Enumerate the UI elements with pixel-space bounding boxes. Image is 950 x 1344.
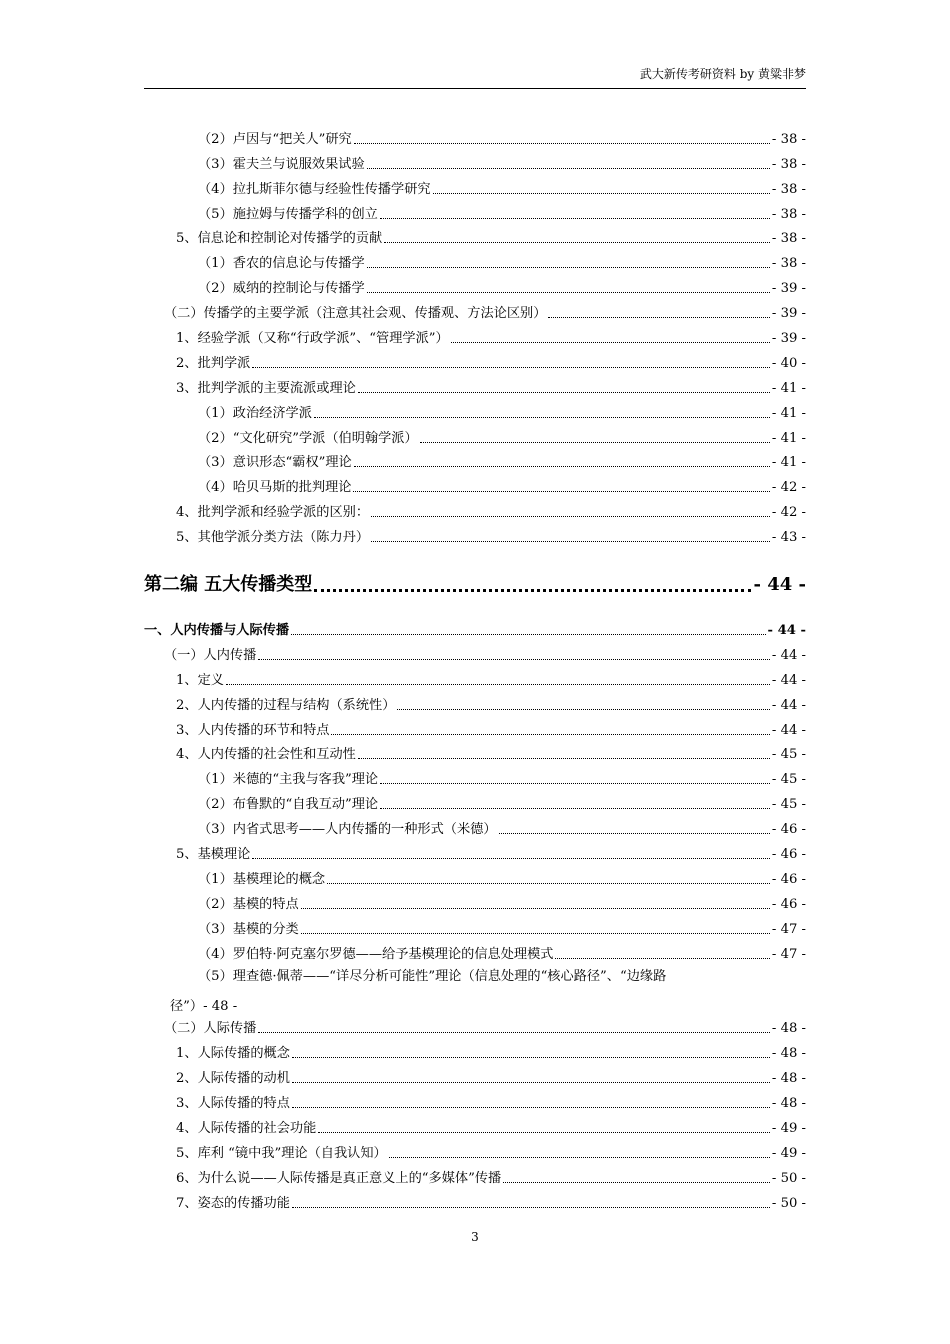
toc-entry[interactable] [144, 248, 806, 273]
toc-leader [292, 1057, 770, 1058]
toc-entry-page: - 45 - [771, 772, 806, 788]
toc-entry-title: 1、人际传播的概念 [176, 1046, 290, 1062]
toc-entry-page: - 41 - [771, 405, 806, 421]
toc-entry[interactable] [144, 199, 806, 224]
toc-entry[interactable] [144, 864, 806, 889]
toc-entry[interactable] [144, 764, 806, 789]
toc-entry[interactable] [144, 224, 806, 249]
toc-leader [358, 392, 770, 393]
toc-entry[interactable] [144, 497, 806, 522]
toc-entry[interactable] [144, 740, 806, 765]
toc-entry-title: （二）传播学的主要学派（注意其社会观、传播观、方法论区别） [164, 306, 547, 322]
toc-block-1 [144, 124, 806, 547]
toc-entry[interactable] [144, 348, 806, 373]
toc-entry-page: - 46 - [771, 871, 806, 887]
toc-entry-title: 7、姿态的传播功能 [176, 1195, 290, 1211]
toc-leader [354, 143, 770, 144]
toc-entry-page: - 40 - [771, 355, 806, 371]
toc-entry[interactable] [144, 1063, 806, 1088]
toc-entry-page: - 42 - [771, 480, 806, 496]
toc-leader [258, 659, 770, 660]
toc-entry[interactable] [144, 1014, 806, 1039]
toc-leader [252, 858, 770, 859]
toc-entry[interactable] [144, 1188, 806, 1213]
toc-leader [292, 1207, 770, 1208]
toc-entry-page: - 38 - [771, 256, 806, 272]
toc-entry-title: （3）意识形态“霸权”理论 [198, 455, 352, 471]
toc-entry-page: - 38 - [771, 181, 806, 197]
toc-entry-title: （1）基模理论的概念 [198, 871, 326, 887]
toc-entry-page: - 38 - [771, 206, 806, 222]
toc-entry[interactable] [144, 615, 806, 640]
toc-leader [292, 1107, 770, 1108]
toc-entry-page: - 38 - [771, 231, 806, 247]
toc-entry-title: 3、人际传播的特点 [176, 1096, 290, 1112]
toc-leader [314, 589, 751, 592]
toc-leader [358, 758, 770, 759]
table-of-contents [144, 124, 806, 1213]
toc-entry[interactable] [144, 914, 806, 939]
toc-entry-page: - 48 - [771, 1046, 806, 1062]
toc-leader [331, 734, 769, 735]
toc-entry-page: - 38 - [771, 131, 806, 147]
toc-entry[interactable] [144, 273, 806, 298]
toc-leader [353, 491, 769, 492]
toc-entry-title: 2、人内传播的过程与结构（系统性） [176, 697, 396, 713]
toc-entry[interactable] [144, 373, 806, 398]
toc-part-title: 第二编 五大传播类型 [144, 574, 313, 596]
toc-entry-title: 4、人际传播的社会功能 [176, 1120, 317, 1136]
toc-entry-page: - 41 - [771, 430, 806, 446]
toc-entry-page: - 44 - [771, 722, 806, 738]
toc-leader [291, 634, 765, 635]
toc-entry-title: （4）哈贝马斯的批判理论 [198, 480, 352, 496]
toc-entry[interactable] [144, 715, 806, 740]
toc-entry-title: 5、其他学派分类方法（陈力丹） [176, 530, 370, 546]
toc-entry-page: - 47 - [771, 921, 806, 937]
toc-entry-title: 一、人内传播与人际传播 [144, 623, 290, 639]
toc-entry-page: - 44 - [767, 623, 806, 639]
toc-entry-title: （3）霍夫兰与说服效果试验 [198, 156, 365, 172]
toc-leader [555, 958, 769, 959]
toc-leader [397, 709, 770, 710]
toc-entry-title: 4、人内传播的社会性和互动性 [176, 747, 356, 763]
toc-leader [380, 783, 770, 784]
toc-leader [301, 908, 770, 909]
toc-entry[interactable] [144, 174, 806, 199]
toc-entry[interactable] [144, 1038, 806, 1063]
toc-entry-page: - 46 - [771, 822, 806, 838]
toc-entry[interactable] [144, 298, 806, 323]
toc-leader [354, 466, 770, 467]
toc-leader [318, 1132, 770, 1133]
toc-entry[interactable] [144, 665, 806, 690]
toc-entry-title: （1）米德的“主我与客我”理论 [198, 772, 379, 788]
toc-leader [451, 342, 770, 343]
toc-leader [433, 193, 770, 194]
toc-entry-page: - 44 - [771, 672, 806, 688]
toc-entry-page: - 44 - [771, 697, 806, 713]
toc-entry-page: - 39 - [771, 331, 806, 347]
toc-entry-page: - 44 - [771, 647, 806, 663]
toc-entry[interactable] [144, 839, 806, 864]
toc-entry[interactable] [144, 323, 806, 348]
toc-entry-page: - 45 - [771, 797, 806, 813]
toc-block-2 [144, 615, 806, 963]
toc-entry-page: - 49 - [771, 1145, 806, 1161]
toc-leader [548, 317, 769, 318]
toc-entry-page: - 41 - [771, 455, 806, 471]
toc-entry[interactable] [144, 423, 806, 448]
toc-entry-title: 5、信息论和控制论对传播学的贡献 [176, 231, 383, 247]
toc-entry-page: - 48 - [203, 998, 238, 1014]
toc-entry-title: （5）施拉姆与传播学科的创立 [198, 206, 378, 222]
toc-entry-page: - 50 - [771, 1170, 806, 1186]
toc-entry-page: - 47 - [771, 946, 806, 962]
toc-entry-page: - 39 - [771, 281, 806, 297]
toc-entry[interactable] [144, 472, 806, 497]
toc-entry-title: （2）“文化研究”学派（伯明翰学派） [198, 430, 418, 446]
toc-entry-title: 2、人际传播的动机 [176, 1071, 290, 1087]
page-header [144, 66, 806, 89]
toc-part-page: - 44 - [753, 574, 806, 596]
toc-entry-page: - 41 - [771, 380, 806, 396]
toc-entry-page: - 48 - [771, 1071, 806, 1087]
toc-leader [384, 242, 770, 243]
toc-entry-title: （2）卢因与“把关人”研究 [198, 131, 352, 147]
toc-entry-title: （2）威纳的控制论与传播学 [198, 281, 365, 297]
toc-entry-title: 1、经验学派（又称“行政学派”、“管理学派”） [176, 331, 449, 347]
toc-entry[interactable] [144, 939, 806, 964]
toc-entry-title: 3、批判学派的主要流派或理论 [176, 380, 356, 396]
toc-leader [252, 367, 770, 368]
toc-entry-title: （1）香农的信息论与传播学 [198, 256, 365, 272]
toc-leader [380, 808, 770, 809]
toc-entry[interactable] [144, 690, 806, 715]
toc-entry-wrapped[interactable] [144, 964, 806, 1014]
toc-leader [314, 417, 770, 418]
toc-entry[interactable] [144, 789, 806, 814]
toc-leader [258, 1032, 770, 1033]
toc-entry-page: - 48 - [771, 1096, 806, 1112]
toc-leader [292, 1082, 770, 1083]
toc-entry-title: （2）布鲁默的“自我互动”理论 [198, 797, 379, 813]
toc-leader [367, 168, 770, 169]
page-number: 3 [471, 1230, 479, 1244]
toc-entry-page: - 46 - [771, 896, 806, 912]
toc-entry-title: （一）人内传播 [164, 647, 257, 663]
toc-entry[interactable] [144, 889, 806, 914]
toc-entry-title: 5、库利 “镜中我”理论（自我认知） [176, 1145, 387, 1161]
header-text: 武大新传考研资料 by 黄粱非梦 [639, 67, 806, 81]
toc-entry-page: - 39 - [771, 306, 806, 322]
toc-part-heading[interactable] [144, 555, 806, 615]
toc-leader [503, 1182, 770, 1183]
page-footer [0, 1230, 950, 1244]
toc-entry-page: - 38 - [771, 156, 806, 172]
toc-entry-page: - 45 - [771, 747, 806, 763]
toc-entry-title: 6、为什么说——人际传播是真正意义上的“多媒体”传播 [176, 1170, 502, 1186]
toc-entry-title: （4）罗伯特·阿克塞尔罗德——给予基模理论的信息处理模式 [198, 946, 554, 962]
toc-entry[interactable] [144, 149, 806, 174]
toc-entry-page: - 42 - [771, 505, 806, 521]
toc-entry-title-line1: （5）理查德·佩蒂——“详尽分析可能性”理论（信息处理的“核心路径”、“边缘路 [198, 968, 667, 984]
toc-leader [367, 267, 770, 268]
toc-entry-page: - 50 - [771, 1195, 806, 1211]
toc-entry-title: （2）基模的特点 [198, 896, 299, 912]
toc-entry[interactable] [144, 814, 806, 839]
toc-entry[interactable] [144, 124, 806, 149]
toc-entry-title: 1、定义 [176, 672, 224, 688]
toc-entry-title: 2、批判学派 [176, 355, 251, 371]
toc-leader [371, 516, 770, 517]
toc-entry-title-line2: 径”） [170, 998, 204, 1014]
toc-leader [327, 883, 770, 884]
toc-entry-title: （3）内省式思考——人内传播的一种形式（米德） [198, 822, 497, 838]
toc-entry-title: （二）人际传播 [164, 1021, 257, 1037]
toc-entry-page: - 49 - [771, 1120, 806, 1136]
toc-block-3 [144, 1014, 806, 1213]
toc-entry[interactable] [144, 1088, 806, 1113]
toc-entry[interactable] [144, 1113, 806, 1138]
toc-leader [301, 933, 770, 934]
toc-leader [389, 1157, 770, 1158]
toc-entry[interactable] [144, 640, 806, 665]
toc-entry-title: （3）基模的分类 [198, 921, 299, 937]
toc-entry[interactable] [144, 398, 806, 423]
toc-entry-title: （1）政治经济学派 [198, 405, 312, 421]
toc-entry-title: 4、批判学派和经验学派的区别： [176, 505, 370, 521]
toc-entry[interactable] [144, 1163, 806, 1188]
toc-leader [367, 292, 770, 293]
toc-entry[interactable] [144, 522, 806, 547]
toc-entry[interactable] [144, 1138, 806, 1163]
toc-entry-title: 3、人内传播的环节和特点 [176, 722, 330, 738]
toc-entry-title: 5、基模理论 [176, 847, 251, 863]
toc-entry-page: - 43 - [771, 530, 806, 546]
toc-entry-page: - 46 - [771, 847, 806, 863]
toc-entry-title: （4）拉扎斯菲尔德与经验性传播学研究 [198, 181, 431, 197]
toc-leader [371, 541, 770, 542]
toc-leader [380, 218, 770, 219]
toc-leader [226, 684, 770, 685]
toc-leader [499, 833, 770, 834]
toc-entry-page: - 48 - [771, 1021, 806, 1037]
toc-leader [420, 442, 770, 443]
toc-entry[interactable] [144, 448, 806, 473]
